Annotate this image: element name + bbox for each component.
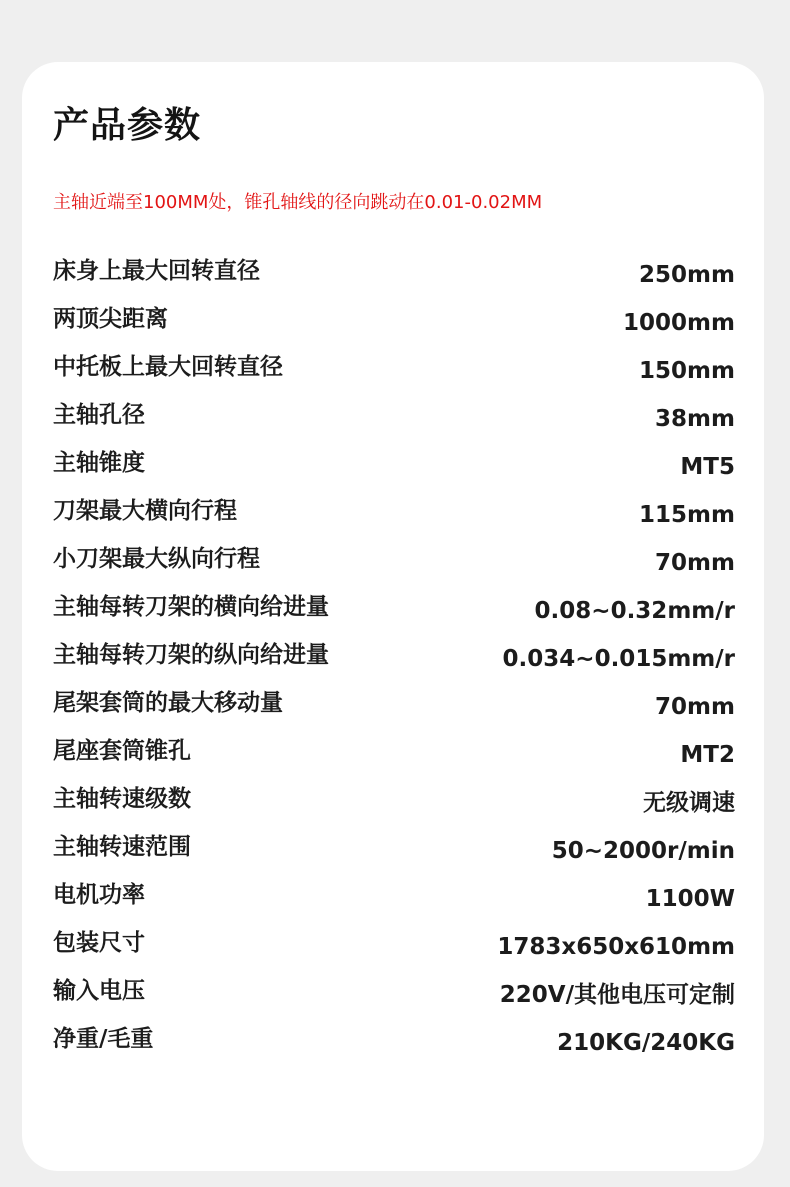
spec-value: 115mm [639,502,735,528]
spec-row [53,540,735,588]
spec-value: 0.034~0.015mm/r [502,646,735,672]
page-title: 产品参数 [53,105,202,146]
spec-row [53,636,735,684]
spec-row [53,396,735,444]
spec-row [53,876,735,924]
spec-label: 主轴孔径 [53,402,145,428]
spec-value: 50~2000r/min [551,838,735,864]
spec-row [53,732,735,780]
spec-value: 250mm [639,262,735,288]
spec-value: 38mm [655,406,735,432]
spec-row [53,444,735,492]
spec-label: 尾架套筒的最大移动量 [53,690,283,716]
spec-label: 中托板上最大回转直径 [53,354,283,380]
spec-label: 主轴转速范围 [53,834,191,860]
spec-row [53,252,735,300]
spec-row [53,828,735,876]
spec-label: 包装尺寸 [53,930,145,956]
spec-row [53,684,735,732]
spec-row [53,492,735,540]
spec-label: 输入电压 [53,978,145,1004]
spec-value: 1783x650x610mm [497,934,735,960]
spec-value: 220V/其他电压可定制 [499,982,735,1008]
spec-label: 尾座套筒锥孔 [53,738,191,764]
spec-row [53,972,735,1020]
spec-label: 电机功率 [53,882,145,908]
spec-value: 1100W [645,886,735,912]
spec-list [53,252,735,1068]
spec-value: 150mm [639,358,735,384]
spec-label: 主轴每转刀架的横向给进量 [53,594,329,620]
spec-row [53,924,735,972]
spec-value: MT2 [680,742,735,768]
spec-label: 刀架最大横向行程 [53,498,237,524]
spec-label: 小刀架最大纵向行程 [53,546,260,572]
spec-value: 1000mm [623,310,735,336]
spec-label: 主轴转速级数 [53,786,191,812]
spec-value: 70mm [655,550,735,576]
spec-value: 0.08~0.32mm/r [534,598,735,624]
spec-label: 两顶尖距离 [53,306,168,332]
spec-value: 210KG/240KG [557,1030,735,1056]
spec-value: 无级调速 [643,790,735,816]
spec-label: 床身上最大回转直径 [53,258,260,284]
spec-row [53,348,735,396]
spec-row [53,300,735,348]
spec-label: 主轴每转刀架的纵向给进量 [53,642,329,668]
spec-label: 净重/毛重 [53,1026,154,1052]
runout-notice: 主轴近端至100MM处，锥孔轴线的径向跳动在0.01-0.02MM [53,192,543,213]
spec-card [22,62,764,1171]
spec-row [53,588,735,636]
spec-value: MT5 [680,454,735,480]
spec-row [53,780,735,828]
spec-label: 主轴锥度 [53,450,145,476]
spec-row [53,1020,735,1068]
spec-value: 70mm [655,694,735,720]
